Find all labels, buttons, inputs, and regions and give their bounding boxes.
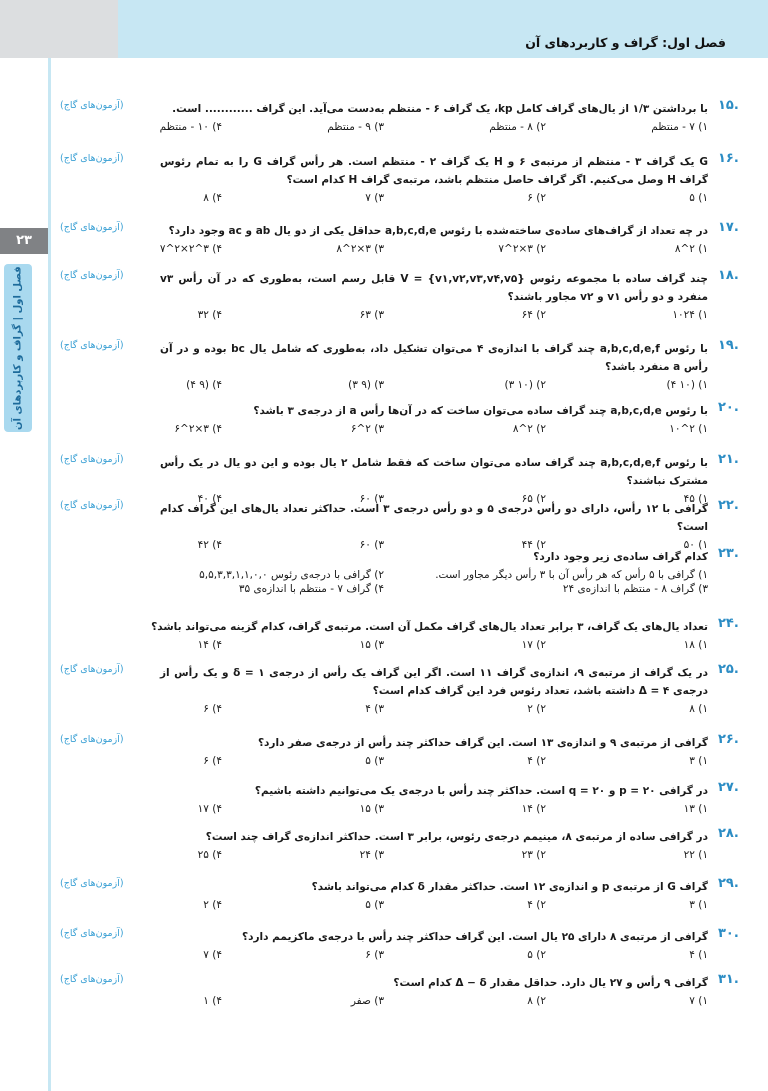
question-number: .۲۶ xyxy=(718,732,739,747)
answer-option[interactable]: ۴) ۶ xyxy=(203,755,222,767)
answer-option[interactable]: ۲) ۱۴ xyxy=(521,803,546,815)
answer-options xyxy=(60,703,708,715)
question-number: .۱۵ xyxy=(718,98,739,113)
answer-options xyxy=(60,423,708,435)
question-number: .۳۱ xyxy=(718,972,739,987)
question-item xyxy=(60,546,739,595)
question-number: .۲۴ xyxy=(718,616,739,631)
answer-option[interactable]: ۴) ۲ xyxy=(203,899,222,911)
answer-option[interactable]: ۴) ۴۲ xyxy=(197,539,222,551)
question-item xyxy=(60,876,739,911)
answer-option[interactable]: ۴) ۸ xyxy=(203,192,222,204)
question-stem: چند گراف ساده با مجموعه رئوس V = {v۱,v۲,v۳,v۴,v۵} قابل رسم است، به‌طوری که در آن رأس v۳ منفرد و دو رأس v۱ و v۲ مجاور باشند؟ xyxy=(160,273,709,303)
answer-option[interactable]: ۱) ۱۸ xyxy=(683,639,708,651)
answer-option[interactable]: ۳) (۹ ۳) xyxy=(348,379,384,391)
answer-options xyxy=(60,849,708,861)
answer-option[interactable]: ۴) ۳×۲^۶ xyxy=(174,423,222,435)
question-source: (آزمون‌های گاج) xyxy=(60,974,124,985)
page-border xyxy=(48,58,51,1091)
answer-option[interactable]: ۱) ۳ xyxy=(689,755,708,767)
question-stem: گرافی با ۱۲ رأس، دارای دو رأس درجه‌ی ۵ و دو رأس درجه‌ی ۳ است. حداکثر تعداد یال‌های این گراف کدام است؟ xyxy=(160,503,709,533)
question-source: (آزمون‌های گاج) xyxy=(60,100,124,111)
answer-option[interactable]: ۴) ۱۰ - منتظم xyxy=(159,121,222,133)
answer-option[interactable]: ۳) ۷ xyxy=(365,192,384,204)
answer-option[interactable]: ۳) ۵ xyxy=(365,899,384,911)
answer-option[interactable]: ۳) ۶۳ xyxy=(359,309,384,321)
answer-option[interactable]: ۱) ۴ xyxy=(689,949,708,961)
question-item xyxy=(60,151,739,204)
answer-options xyxy=(60,899,708,911)
question-number: .۳۰ xyxy=(718,926,739,941)
question-source: (آزمون‌های گاج) xyxy=(60,928,124,939)
question-number: .۲۵ xyxy=(718,662,739,677)
question-source: (آزمون‌های گاج) xyxy=(60,222,124,233)
question-number: .۲۲ xyxy=(718,498,739,513)
question-number: .۲۸ xyxy=(718,826,739,841)
question-source: (آزمون‌های گاج) xyxy=(60,500,124,511)
answer-option[interactable]: ۳) ۳×۲^۸ xyxy=(336,243,384,255)
page-number: ۲۳ xyxy=(0,228,48,254)
answer-options xyxy=(60,995,708,1007)
question-item xyxy=(60,338,739,391)
question-number: .۲۷ xyxy=(718,780,739,795)
answer-option[interactable]: ۲) ۴۴ xyxy=(521,539,546,551)
answer-option[interactable]: ۴) ۱ xyxy=(203,995,222,1007)
answer-options xyxy=(60,639,708,651)
answer-option[interactable]: ۴) ۳^۲×۲^۷ xyxy=(159,243,222,255)
answer-option[interactable]: ۲) ۲ xyxy=(527,703,546,715)
question-item xyxy=(60,732,739,767)
answer-option[interactable]: ۲) ۴ xyxy=(527,899,546,911)
question-number: .۱۹ xyxy=(718,338,739,353)
question-stem: گرافی ۹ رأس و ۲۷ یال دارد. حداقل مقدار Δ − δ کدام است؟ xyxy=(393,977,708,989)
question-item xyxy=(60,926,739,961)
answer-options xyxy=(60,803,708,815)
answer-option[interactable]: ۱) (۱۰ ۴) xyxy=(666,379,708,391)
answer-option[interactable]: ۴) گراف ۷ - منتظم با اندازه‌ی ۳۵ xyxy=(238,583,384,595)
answer-option[interactable]: ۲) ۵ xyxy=(527,949,546,961)
answer-option[interactable]: ۲) ۸ - منتظم xyxy=(489,121,546,133)
question-stem: با برداشتن ۱/۳ از یال‌های گراف کامل kp، یک گراف ۶ - منتظم به‌دست می‌آید. این گراف ............ است. xyxy=(172,103,708,115)
question-number: .۲۱ xyxy=(718,452,739,467)
answer-option[interactable]: ۴) ۴۰ xyxy=(197,493,222,505)
question-item xyxy=(60,220,739,255)
answer-options xyxy=(60,569,708,595)
answer-option[interactable]: ۲) ۶۵ xyxy=(521,493,546,505)
answer-option[interactable]: ۱) ۱۳ xyxy=(683,803,708,815)
answer-option[interactable]: ۲) ۸ xyxy=(527,995,546,1007)
answer-option[interactable]: ۲) ۲^۸ xyxy=(512,423,546,435)
answer-option[interactable]: ۱) ۴۵ xyxy=(683,493,708,505)
answer-option[interactable]: ۱) ۳ xyxy=(689,899,708,911)
answer-option[interactable]: ۴) ۲۵ xyxy=(197,849,222,861)
question-item xyxy=(60,662,739,715)
question-stem: در یک گراف از مرتبه‌ی ۹، اندازه‌ی گراف ۱۱ است. اگر این گراف یک رأس از درجه‌ی δ = ۱ و یک رأس از درجه‌ی Δ = ۴ داشته باشد، تعداد رئوس فرد این گراف کدام است؟ xyxy=(160,667,708,697)
question-stem: گرافی از مرتبه‌ی ۸ دارای ۲۵ یال است. این گراف حداکثر چند رأس با درجه‌ی ماکزیمم دارد؟ xyxy=(242,931,708,943)
answer-option[interactable]: ۴) ۳۲ xyxy=(197,309,222,321)
question-source: (آزمون‌های گاج) xyxy=(60,153,124,164)
question-item xyxy=(60,780,739,815)
question-number: .۱۷ xyxy=(718,220,739,235)
answer-options xyxy=(60,192,708,204)
answer-option[interactable]: ۱) ۵۰ xyxy=(683,539,708,551)
question-stem: کدام گراف ساده‌ی زیر وجود دارد؟ xyxy=(533,551,708,563)
answer-option[interactable]: ۲) ۴ xyxy=(527,755,546,767)
question-stem: G یک گراف ۳ - منتظم از مرتبه‌ی ۶ و H یک گراف ۲ - منتظم است. هر رأس گراف G را به تمام رئوس گراف H وصل می‌کنیم. اگر گراف حاصل منتظم باشد، مرتبه‌ی گراف H کدام است؟ xyxy=(160,156,708,186)
answer-option[interactable]: ۳) ۲۴ xyxy=(359,849,384,861)
answer-option[interactable]: ۱) ۱۰۲۴ xyxy=(672,309,708,321)
answer-option[interactable]: ۳) صفر xyxy=(350,995,384,1007)
question-stem: تعداد یال‌های یک گراف، ۳ برابر تعداد یال‌های گراف مکمل آن است. مرتبه‌ی گراف، کدام گزینه می‌تواند باشد؟ xyxy=(151,621,708,633)
answer-option[interactable]: ۴) ۶ xyxy=(203,703,222,715)
answer-option[interactable]: ۲) ۲۳ xyxy=(521,849,546,861)
answer-options xyxy=(60,309,708,321)
answer-option[interactable]: ۲) ۶ xyxy=(527,192,546,204)
question-item xyxy=(60,452,739,505)
question-source: (آزمون‌های گاج) xyxy=(60,734,124,745)
answer-option[interactable]: ۲) ۱۷ xyxy=(521,639,546,651)
answer-option[interactable]: ۳) ۹ - منتظم xyxy=(327,121,384,133)
question-source: (آزمون‌های گاج) xyxy=(60,340,124,351)
answer-option[interactable]: ۱) ۲۲ xyxy=(683,849,708,861)
answer-option[interactable]: ۳) ۱۵ xyxy=(359,639,384,651)
question-item xyxy=(60,972,739,1007)
question-stem: با رئوس a,b,c,d,e,f چند گراف با اندازه‌ی ۴ می‌توان تشکیل داد، به‌طوری که شامل یال bc بوده و در آن رأس a منفرد باشد؟ xyxy=(160,343,708,373)
answer-option[interactable]: ۳) ۲^۶ xyxy=(350,423,384,435)
answer-option[interactable]: ۲) ۳×۲^۷ xyxy=(498,243,546,255)
question-item xyxy=(60,268,739,321)
answer-options xyxy=(60,243,708,255)
answer-option[interactable]: ۳) ۶۰ xyxy=(359,539,384,551)
question-number: .۲۰ xyxy=(718,400,739,415)
question-number: .۱۶ xyxy=(718,151,739,166)
answer-option[interactable]: ۱) ۷ xyxy=(689,995,708,1007)
answer-option[interactable]: ۱) ۷ - منتظم xyxy=(651,121,708,133)
answer-option[interactable]: ۱) ۲^۸ xyxy=(674,243,708,255)
answer-options xyxy=(60,379,708,391)
question-stem: در چه تعداد از گراف‌های ساده‌ی ساخته‌شده با رئوس a,b,c,d,e حداقل یکی از دو یال ab و ac وجود دارد؟ xyxy=(168,225,708,237)
answer-option[interactable]: ۳) ۴ xyxy=(365,703,384,715)
answer-option[interactable]: ۳) ۵ xyxy=(365,755,384,767)
answer-option[interactable]: ۲) گرافی با درجه‌ی رئوس ۵,۵,۳,۳,۱,۱,۰,۰ xyxy=(199,569,384,581)
answer-option[interactable]: ۳) ۱۵ xyxy=(359,803,384,815)
question-stem: گراف G از مرتبه‌ی p و اندازه‌ی ۱۲ است. حداکثر مقدار δ کدام می‌تواند باشد؟ xyxy=(311,881,708,893)
chapter-side-tab-label: فصل اول | گراف و کاربردهای آن xyxy=(12,266,24,430)
question-stem: با رئوس a,b,c,d,e چند گراف ساده می‌توان ساخت که در آن‌ها رأس a از درجه‌ی ۳ باشد؟ xyxy=(253,405,708,417)
question-number: .۲۳ xyxy=(718,546,739,561)
question-stem: در گرافی ساده از مرتبه‌ی ۸، مینیمم درجه‌ی رئوس، برابر ۳ است. حداکثر اندازه‌ی گراف چند است؟ xyxy=(205,831,708,843)
answer-option[interactable]: ۳) ۶۰ xyxy=(359,493,384,505)
question-item xyxy=(60,616,739,651)
answer-option[interactable]: ۱) ۲^۱۰ xyxy=(669,423,708,435)
answer-option[interactable]: ۱) گرافی با ۵ رأس که هر رأس آن با ۳ رأس دیگر مجاور است. xyxy=(435,569,708,581)
question-stem: در گرافی p = ۲۰ و q = ۲۰ است. حداکثر چند رأس با درجه‌ی یک می‌توانیم داشته باشیم؟ xyxy=(254,785,708,797)
answer-option[interactable]: ۴) ۷ xyxy=(203,949,222,961)
answer-option[interactable]: ۳) گراف ۸ - منتظم با اندازه‌ی ۲۴ xyxy=(562,583,708,595)
question-stem: با رئوس a,b,c,d,e,f چند گراف ساده می‌توان ساخت که فقط شامل ۲ یال بوده و این دو یال در یک رأس مشترک نباشند؟ xyxy=(160,457,708,487)
question-item xyxy=(60,826,739,861)
question-source: (آزمون‌های گاج) xyxy=(60,454,124,465)
question-stem: گرافی از مرتبه‌ی ۹ و اندازه‌ی ۱۳ است. این گراف حداکثر چند رأس از درجه‌ی صفر دارد؟ xyxy=(257,737,708,749)
answer-option[interactable]: ۱) ۸ xyxy=(689,703,708,715)
question-number: .۲۹ xyxy=(718,876,739,891)
answer-option[interactable]: ۴) ۱۴ xyxy=(197,639,222,651)
answer-option[interactable]: ۳) ۶ xyxy=(365,949,384,961)
question-source: (آزمون‌های گاج) xyxy=(60,878,124,889)
question-source: (آزمون‌های گاج) xyxy=(60,664,124,675)
question-item xyxy=(60,400,739,435)
question-source: (آزمون‌های گاج) xyxy=(60,270,124,281)
answer-options xyxy=(60,949,708,961)
answer-option[interactable]: ۲) ۶۴ xyxy=(521,309,546,321)
answer-option[interactable]: ۱) ۵ xyxy=(689,192,708,204)
answer-options xyxy=(60,121,708,133)
chapter-title: فصل اول: گراف و کاربردهای آن xyxy=(525,35,726,50)
answer-option[interactable]: ۲) (۱۰ ۳) xyxy=(504,379,546,391)
answer-option[interactable]: ۴) ۱۷ xyxy=(197,803,222,815)
answer-option[interactable]: ۴) (۹ ۴) xyxy=(186,379,222,391)
answer-options xyxy=(60,755,708,767)
question-number: .۱۸ xyxy=(718,268,739,283)
header-corner xyxy=(0,0,118,58)
question-item xyxy=(60,98,739,133)
